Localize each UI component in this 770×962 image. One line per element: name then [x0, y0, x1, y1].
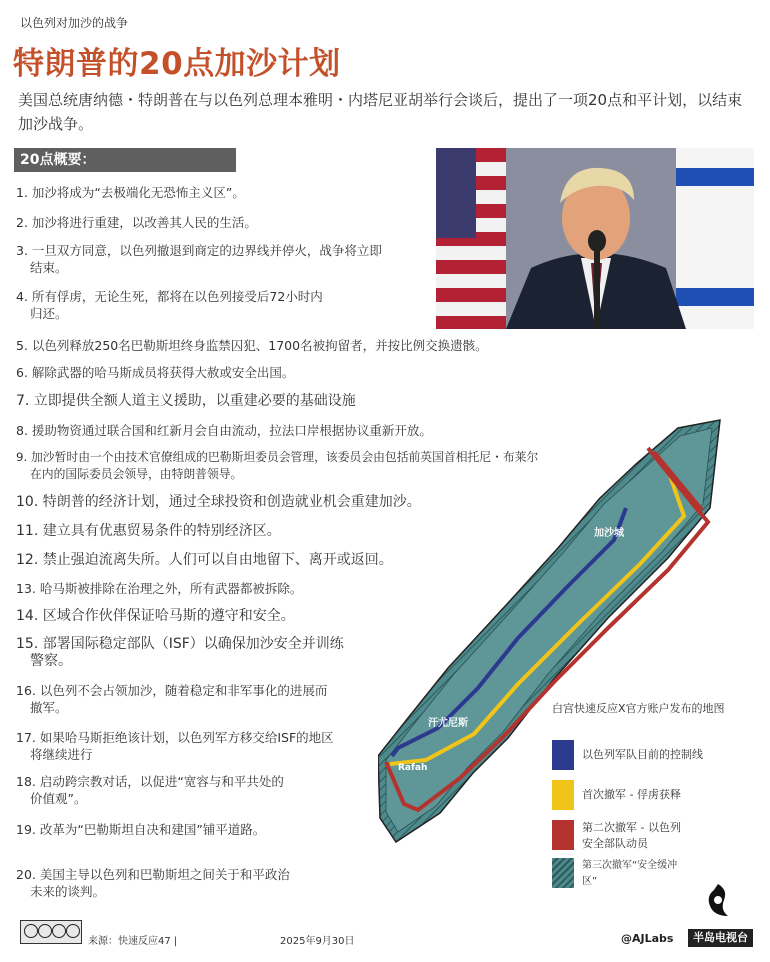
list-item: 5. 以色列释放250名巴勒斯坦终身监禁囚犯、1700名被拘留者，并按比例交换遗骸。 [16, 338, 488, 353]
trump-photo [436, 148, 754, 329]
footer-handle: @AJLabs [621, 932, 674, 945]
list-item: 18. 启动跨宗教对话，以促进“宽容与和平共处的 价值观”。 [16, 774, 284, 806]
map-source-note: 白宫快速反应X官方账户发布的地图 [552, 702, 725, 715]
list-item: 4. 所有俘虏，无论生死，都将在以色列接受后72小时内 归还。 [16, 289, 323, 321]
legend-swatch [552, 858, 574, 888]
creative-commons-icon [20, 920, 82, 944]
list-item: 16. 以色列不会占领加沙，随着稳定和非军事化的进展而 撤军。 [16, 683, 328, 715]
summary-label: 20点概要： [14, 148, 236, 172]
list-item: 8. 援助物资通过联合国和红新月会自由流动，拉法口岸根据协议重新开放。 [16, 423, 432, 438]
legend-label: 首次撤军 - 俘虏获释 [582, 788, 681, 801]
legend-swatch [552, 820, 574, 850]
list-item: 7. 立即提供全额人道主义援助，以重建必要的基础设施 [16, 393, 356, 409]
legend-swatch [552, 780, 574, 810]
list-item: 14. 区域合作伙伴保证哈马斯的遵守和安全。 [16, 608, 295, 624]
list-item: 3. 一旦双方同意，以色列撤退到商定的边界线并停火，战争将立即 结束。 [16, 243, 382, 275]
subtitle: 美国总统唐纳德・特朗普在与以色列总理本雅明・内塔尼亚胡举行会谈后，提出了一项20点和平计划，以结束加沙战争。 [18, 91, 743, 133]
legend-label: 以色列军队目前的控制线 [582, 748, 703, 761]
city-label-gaza: 加沙城 [594, 528, 624, 539]
list-item: 15. 部署国际稳定部队（ISF）以确保加沙安全并训练 警察。 [16, 636, 344, 669]
city-label-rafah: Rafah [398, 763, 428, 773]
list-item: 2. 加沙将进行重建，以改善其人民的生活。 [16, 215, 257, 230]
legend-label: 第三次撤军“安全缓冲 区” [582, 860, 678, 887]
list-item: 9. 加沙暂时由一个由技术官僚组成的巴勒斯坦委员会管理，该委员会由包括前英国首相托尼・布莱尔 在内的国际委员会领导，由特朗普领导。 [16, 450, 539, 481]
legend-item [552, 780, 752, 820]
list-item: 17. 如果哈马斯拒绝该计划，以色列军方移交给ISF的地区 将继续进行 [16, 730, 334, 762]
legend-label: 第二次撤军 - 以色列 安全部队动员 [582, 821, 681, 850]
footer-brand: 半岛电视台 [688, 929, 753, 947]
kicker: 以色列对加沙的战争 [20, 16, 129, 30]
footer-date: 2025年9月30日 [280, 936, 355, 947]
list-item: 19. 改革为“巴勒斯坦自决和建国”铺平道路。 [16, 822, 266, 837]
list-item: 11. 建立具有优惠贸易条件的特别经济区。 [16, 523, 281, 539]
list-item: 13. 哈马斯被排除在治理之外，所有武器都被拆除。 [16, 581, 303, 596]
list-item: 12. 禁止强迫流离失所。人们可以自由地留下、离开或返回。 [16, 552, 393, 568]
page-title: 特朗普的20点加沙计划 [13, 46, 341, 82]
footer-source: 来源：快速反应47 | [88, 936, 178, 947]
footer [20, 920, 755, 950]
legend-item [552, 740, 752, 780]
legend-swatch [552, 740, 574, 770]
list-item: 10. 特朗普的经济计划，通过全球投资和创造就业机会重建加沙。 [16, 494, 421, 510]
al-jazeera-logo-icon [700, 882, 736, 918]
city-label-khan-younis: 汗尤尼斯 [428, 718, 468, 729]
list-item: 20. 美国主导以色列和巴勒斯坦之间关于和平政治 未来的谈判。 [16, 867, 290, 899]
list-item: 1. 加沙将成为“去极端化无恐怖主义区”。 [16, 185, 245, 200]
list-item: 6. 解除武器的哈马斯成员将获得大赦或安全出国。 [16, 365, 295, 380]
legend-item [552, 820, 752, 860]
